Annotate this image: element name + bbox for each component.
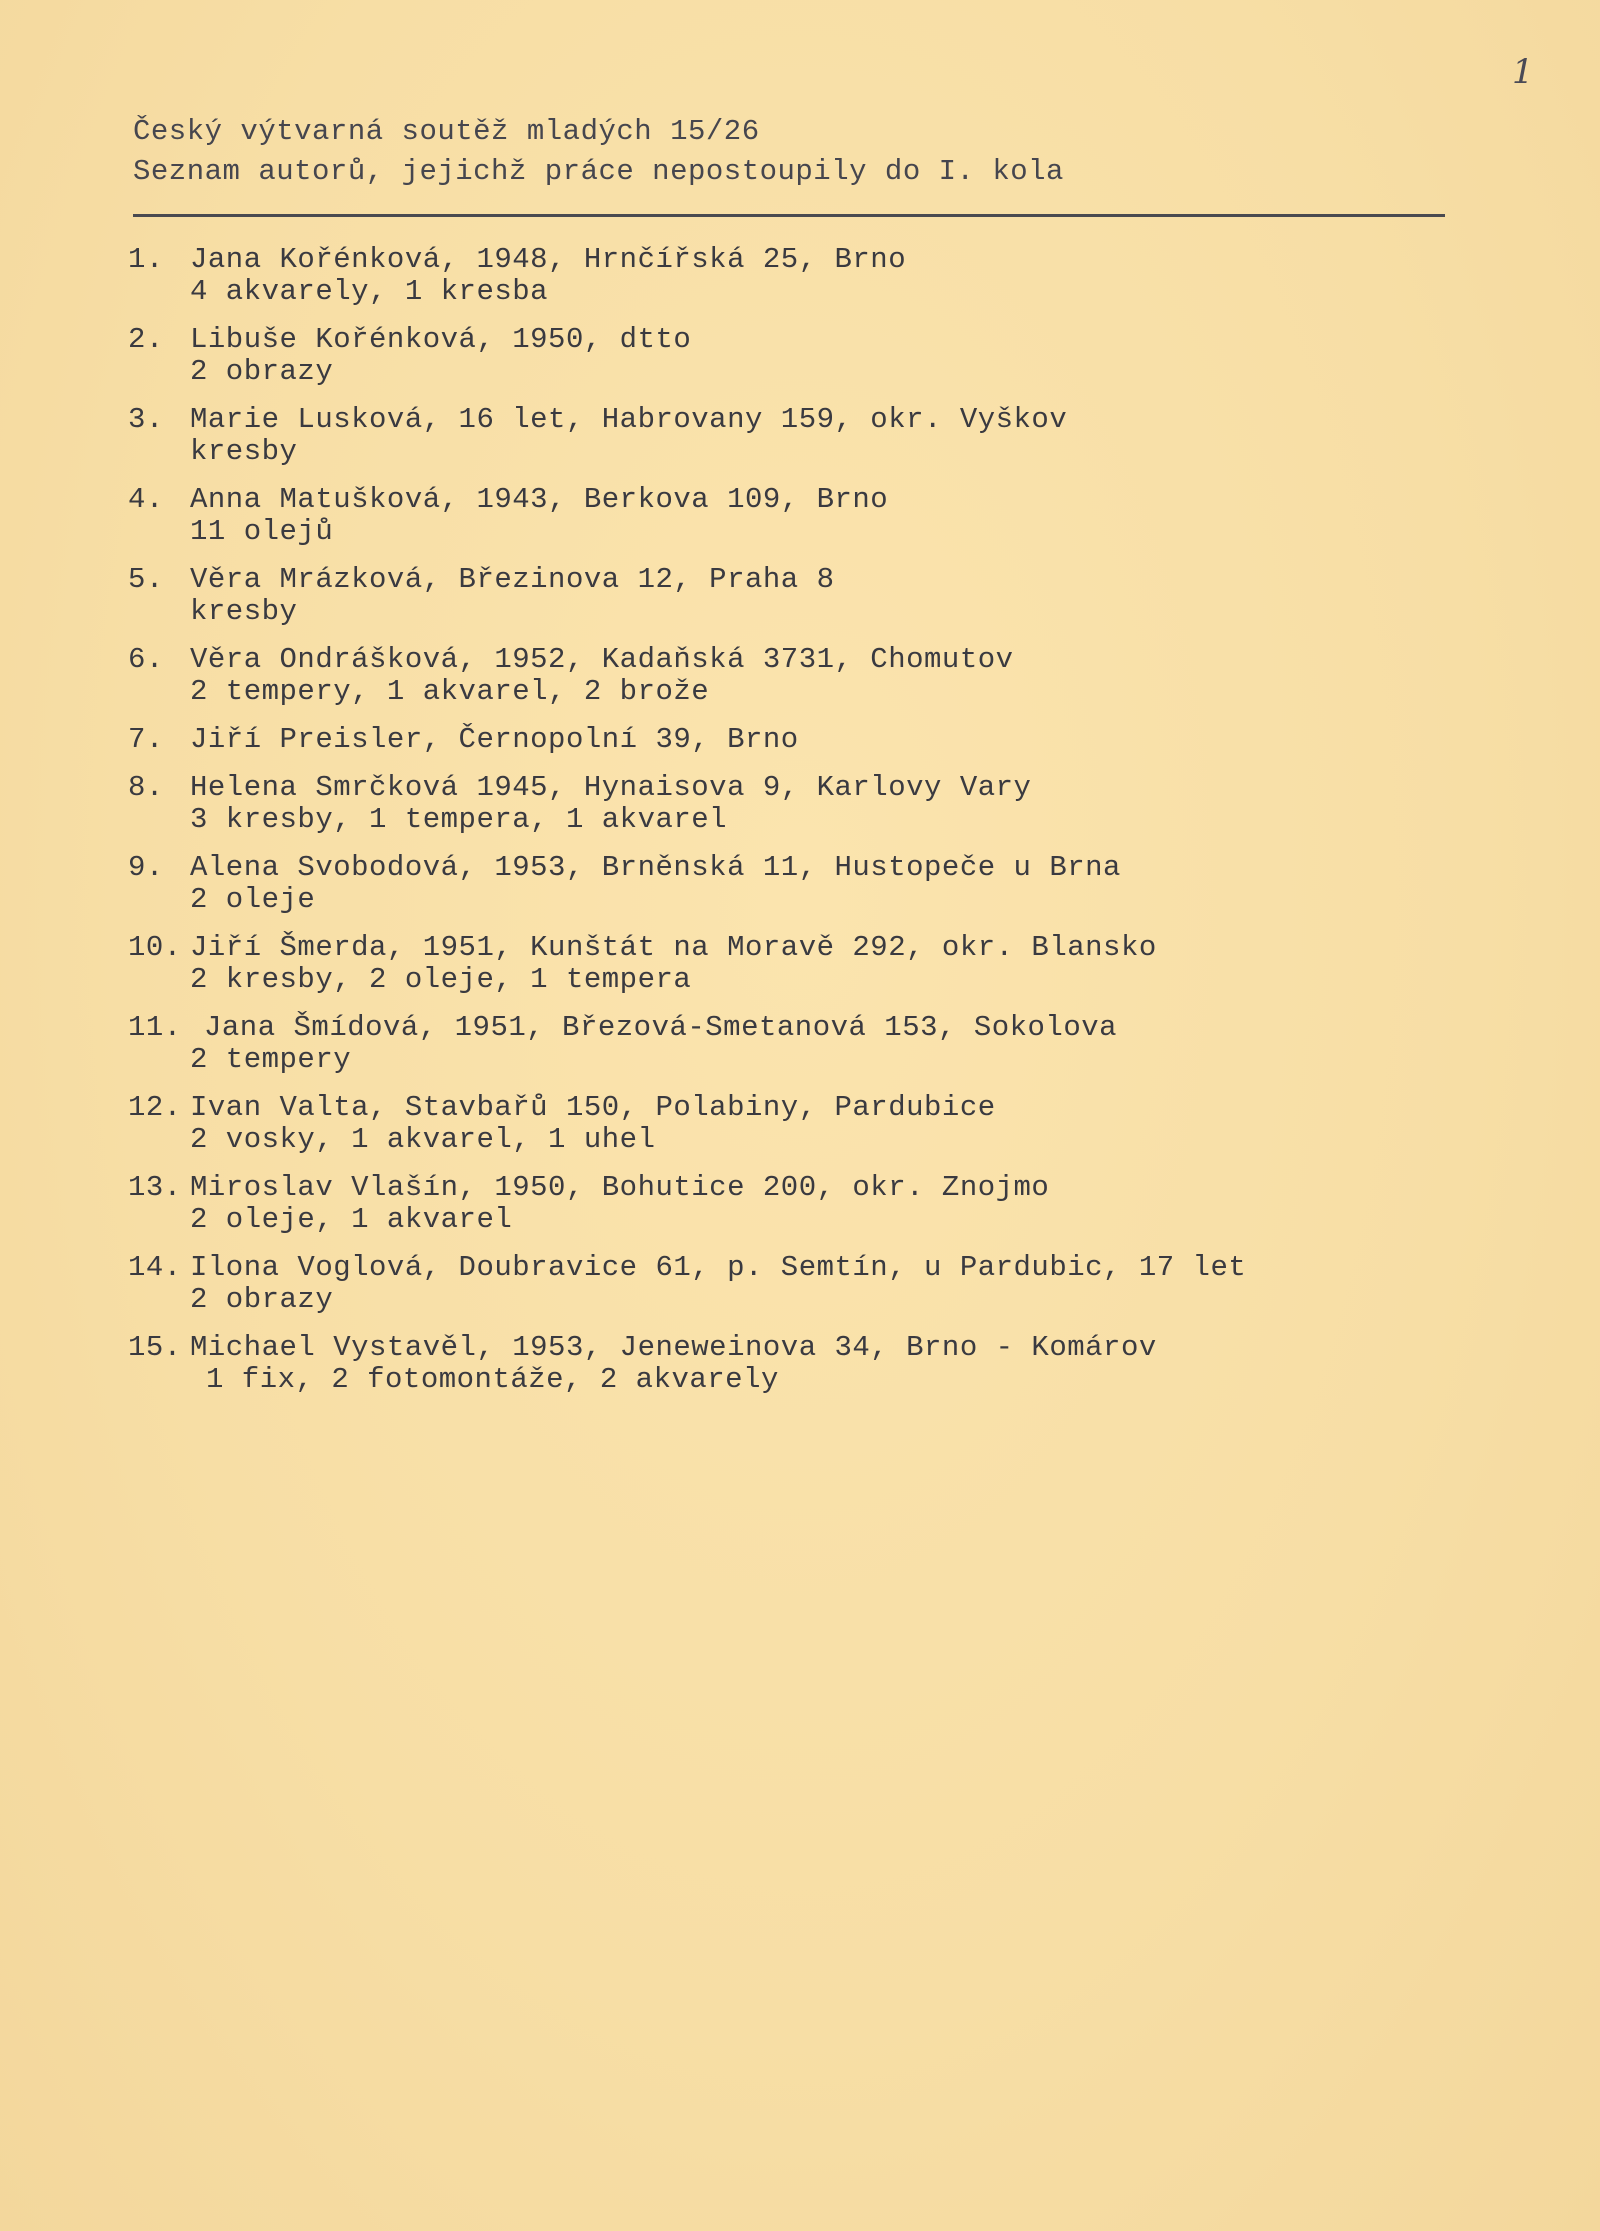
entry-number: 4. <box>128 483 164 516</box>
entry-author: Anna Matušková, 1943, Berkova 109, Brno <box>190 483 889 516</box>
entry-works: kresby <box>190 595 298 628</box>
entry-main-line <box>128 932 1568 964</box>
list-item <box>128 852 1568 916</box>
entry-works: 2 obrazy <box>190 355 334 388</box>
list-item <box>128 404 1568 468</box>
header-divider <box>133 214 1445 217</box>
entry-works: 11 olejů <box>190 515 334 548</box>
entry-number: 8. <box>128 771 164 804</box>
entry-number: 9. <box>128 851 164 884</box>
list-item <box>128 644 1568 708</box>
entry-main-line <box>128 1332 1568 1364</box>
entry-main-line <box>128 564 1568 596</box>
entry-number: 3. <box>128 403 164 436</box>
entry-works: 4 akvarely, 1 kresba <box>190 275 549 308</box>
entry-main-line <box>128 244 1568 276</box>
entry-main-line <box>128 644 1568 676</box>
entry-number: 6. <box>128 643 164 676</box>
entry-main-line <box>128 772 1568 804</box>
entry-author: Alena Svobodová, 1953, Brněnská 11, Hustopeče u Brna <box>190 851 1121 884</box>
entry-author: Libuše Kořénková, 1950, dtto <box>190 323 692 356</box>
entry-author: Jiří Šmerda, 1951, Kunštát na Moravě 292, okr. Blansko <box>190 931 1157 964</box>
entry-works: 2 kresby, 2 oleje, 1 tempera <box>190 963 692 996</box>
list-item <box>128 724 1568 756</box>
entry-number: 11. <box>128 1011 182 1044</box>
list-item <box>128 1332 1568 1396</box>
entry-works: 2 oleje <box>190 883 316 916</box>
entry-author: Jana Kořénková, 1948, Hrnčířská 25, Brno <box>190 243 907 276</box>
list-item <box>128 932 1568 996</box>
entry-main-line <box>128 852 1568 884</box>
entry-main-line <box>128 1172 1568 1204</box>
document-header <box>133 112 1463 192</box>
list-item <box>128 484 1568 548</box>
entry-main-line <box>128 1012 1568 1044</box>
entry-author: Miroslav Vlašín, 1950, Bohutice 200, okr. Znojmo <box>190 1171 1050 1204</box>
entry-author: Marie Lusková, 16 let, Habrovany 159, okr. Vyškov <box>190 403 1068 436</box>
list-item <box>128 1012 1568 1076</box>
entry-works: 2 tempery <box>190 1043 352 1076</box>
entry-main-line <box>128 724 1568 756</box>
entry-author: Ivan Valta, Stavbařů 150, Polabiny, Pardubice <box>190 1091 996 1124</box>
author-list <box>128 244 1568 1412</box>
list-item <box>128 324 1568 388</box>
list-item <box>128 564 1568 628</box>
page-number-mark: 1 <box>1512 52 1534 92</box>
list-item <box>128 1172 1568 1236</box>
entry-number: 13. <box>128 1171 182 1204</box>
entry-author: Věra Mrázková, Březinova 12, Praha 8 <box>190 563 835 596</box>
entry-works: 2 vosky, 1 akvarel, 1 uhel <box>190 1123 656 1156</box>
entry-works: 2 obrazy <box>190 1283 334 1316</box>
entry-main-line <box>128 484 1568 516</box>
document-title: Český výtvarná soutěž mladých 15/26 <box>133 115 760 148</box>
entry-author: Ilona Voglová, Doubravice 61, p. Semtín, u Pardubic, 17 let <box>190 1251 1247 1284</box>
entry-main-line <box>128 324 1568 356</box>
entry-main-line <box>128 404 1568 436</box>
entry-author: Věra Ondrášková, 1952, Kadaňská 3731, Chomutov <box>190 643 1014 676</box>
entry-number: 12. <box>128 1091 182 1124</box>
list-item <box>128 772 1568 836</box>
entry-works: 2 tempery, 1 akvarel, 2 brože <box>190 675 710 708</box>
entry-number: 2. <box>128 323 164 356</box>
entry-number: 10. <box>128 931 182 964</box>
document-subtitle: Seznam autorů, jejichž práce nepostoupily do I. kola <box>133 155 1064 188</box>
list-item <box>128 1252 1568 1316</box>
entry-number: 1. <box>128 243 164 276</box>
entry-works: 3 kresby, 1 tempera, 1 akvarel <box>190 803 728 836</box>
entry-number: 7. <box>128 723 164 756</box>
entry-number: 15. <box>128 1331 182 1364</box>
entry-number: 5. <box>128 563 164 596</box>
list-item <box>128 244 1568 308</box>
entry-main-line <box>128 1252 1568 1284</box>
entry-works: 2 oleje, 1 akvarel <box>190 1203 513 1236</box>
entry-author: Michael Vystavěl, 1953, Jeneweinova 34, Brno - Komárov <box>190 1331 1157 1364</box>
entry-author: Jiří Preisler, Černopolní 39, Brno <box>190 723 799 756</box>
entry-author: Helena Smrčková 1945, Hynaisova 9, Karlovy Vary <box>190 771 1032 804</box>
entry-author: Jana Šmídová, 1951, Březová-Smetanová 153, Sokolova <box>204 1011 1118 1044</box>
list-item <box>128 1092 1568 1156</box>
entry-main-line <box>128 1092 1568 1124</box>
entry-works: kresby <box>190 435 298 468</box>
entry-works: 1 fix, 2 fotomontáže, 2 akvarely <box>206 1363 779 1396</box>
entry-number: 14. <box>128 1251 182 1284</box>
